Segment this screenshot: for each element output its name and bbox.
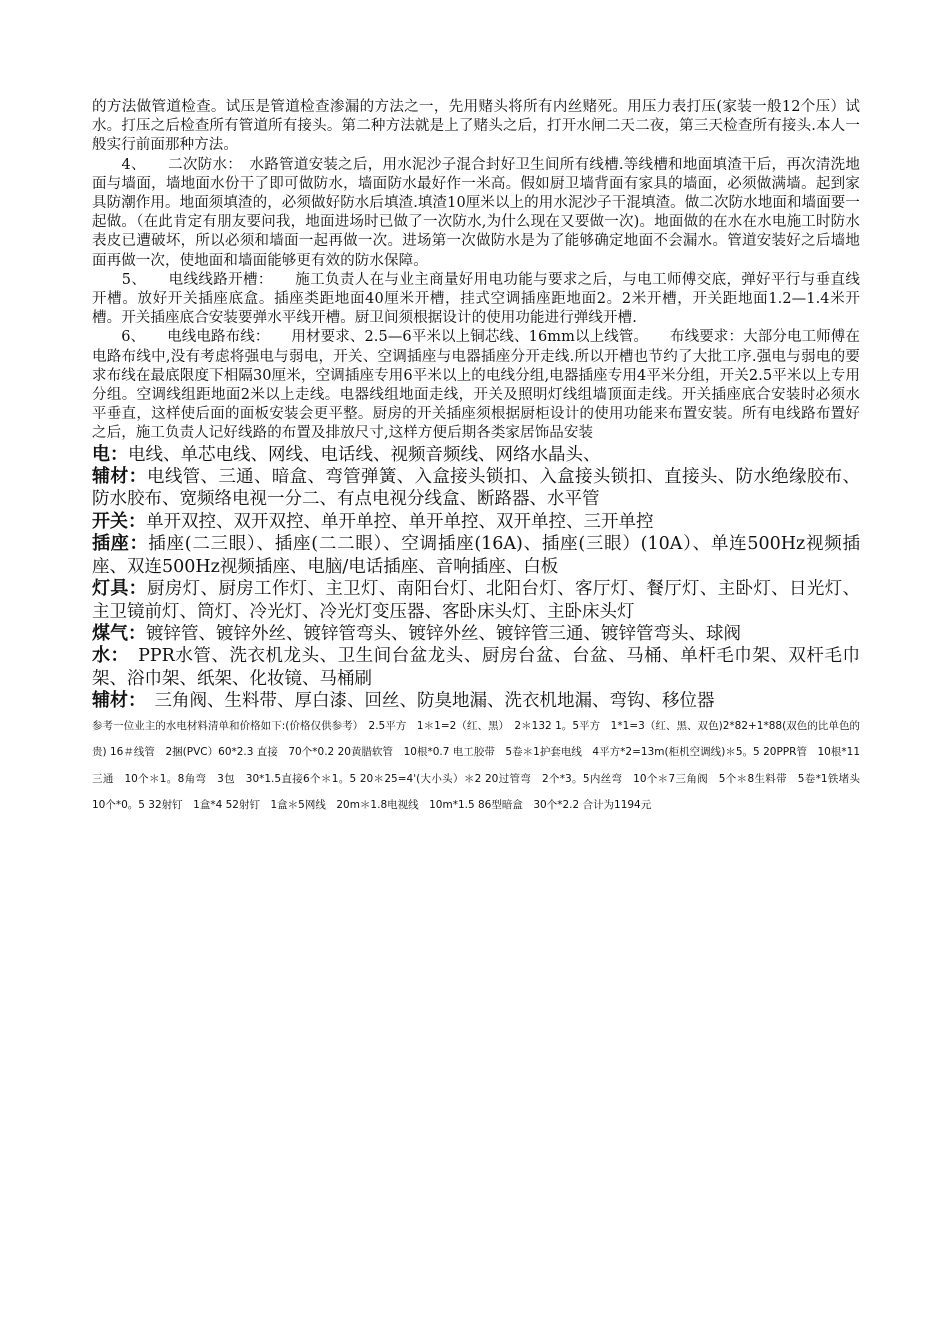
category-electric <box>92 444 860 466</box>
category-items: 电线、单芯电线、网线、电话线、视频音频线、网络水晶头、 <box>128 444 601 465</box>
category-label: 开关： <box>92 510 146 532</box>
category-items: PPR水管、洗衣机龙头、卫生间台盆龙头、厨房台盆、台盆、马桶、单杆毛巾架、双杆毛巾架、浴巾架、纸架、化妆镜、马桶刷 <box>92 646 860 689</box>
paragraph-waterproofing: 4、 二次防水： 水路管道安装之后，用水泥沙子混合封好卫生间所有线槽.等线槽和地面填渣干后，再次清洗地面与墙面，墙地面水份干了即可做防水，墙面防水最好作一米高。假如厨卫墙背面有家具的墙面，必须做满墙。起到家具防潮作用。地面须填渣的，必须做好防水后填渣.填渣10厘米以上的用水泥沙子干混填渣。做二次防水地面和墙面要一起做。（在此肯定有朋友要问我，地面进场时已做了一次防水,为什么现在又要做一次)。地面做的在水在水电施工时防水表皮已遭破坏，所以必须和墙面一起再做一次。进场第一次做防水是为了能够确定地面不会漏水。管道安装好之后墙地面再做一次，使地面和墙面能够更有效的防水保障。 <box>92 156 860 269</box>
category-auxiliary-electric <box>92 466 860 511</box>
category-switches <box>92 511 860 533</box>
category-auxiliary-water <box>92 690 860 712</box>
category-items: 厨房灯、厨房工作灯、主卫灯、南阳台灯、北阳台灯、客厅灯、餐厅灯、主卧灯、日光灯、主卫镜前灯、筒灯、冷光灯、冷光灯变压器、客卧床头灯、主卧床头灯 <box>92 579 860 622</box>
category-label: 灯具： <box>92 578 147 600</box>
category-lights <box>92 578 860 623</box>
paragraph-pipe-test: 的方法做管道检查。试压是管道检查渗漏的方法之一，先用赌头将所有内丝赌死。用压力表打压(家装一般12个压）试水。打压之后检查所有管道所有接头。第二种方法就是上了赌头之后，打开水闸二天二夜，第三天检查所有接头.本人一般实行前面那种方法。 <box>92 99 860 154</box>
category-label: 煤气： <box>92 622 146 644</box>
category-gas <box>92 623 860 645</box>
category-water <box>92 645 860 690</box>
category-items: 单开双控、双开双控、单开单控、单开单控、双开单控、三开单控 <box>146 511 654 532</box>
category-sockets <box>92 533 860 578</box>
price-list: 参考一位业主的水电材料清单和价格如下:(价格仅供参考） 2.5平方 1＊1=2（红、黑） 2＊132 1。5平方 1*1=3（红、黑、双色)2*82+1*88(双色的比单色的贵) 16＃线管 2捆(PVC）60*2.3 直接 70个*0.2 20黄腊软管 10根*0.7 电工胶带 5卷＊1护套电线 4平方*2=13m(柜机空调线)＊5。5 20PPR管 10根*11 三通 10个＊1。8角弯 3包 30*1.5直接6个＊1。5 20＊25=4'(大小头）＊2 20过管弯 2个*3。5内丝弯 10个＊7三角阀 5个＊8生料带 5卷*1铁堵头 10个*0。5 32射钉 1盒*4 52射钉 1盒＊5网线 20m＊1.8电视线 10m*1.5 86型暗盒 30个*2.2 合计为1194元 <box>92 719 871 812</box>
document-page <box>92 98 871 819</box>
category-items: 镀锌管、镀锌外丝、镀锌管弯头、镀锌外丝、镀锌管三通、镀锌管弯头、球阀 <box>146 623 741 644</box>
category-label: 辅材： <box>92 466 147 488</box>
category-items: 三角阀、生料带、厚白漆、回丝、防臭地漏、洗衣机地漏、弯钩、移位器 <box>137 691 715 712</box>
paragraph-wiring: 6、 电线电路布线： 用材要求、2.5—6平米以上铜芯线、16mm以上线管。 布线要求：大部分电工师傅在电路布线中,没有考虑将强电与弱电，开关、空调插座与电器插座分开走线.所以开槽也节约了大批工序.强电与弱电的要求布线在最底限度下相隔30厘米，空调插座专用6平米以上的电线分组,电器插座专用4平米分组，开关2.5平米以上专用分组。空调线组距地面2米以上走线。电器线组地面走线，开关及照明灯线组墙顶面走线。开关插座底合安装时必须水平垂直，这样使后面的面板安装会更平整。厨房的开关插座须根据厨柜设计的使用功能来布置安装。所有电线路布置好之后，施工负责人记好线路的布置及排放尺寸,这样方便后期各类家居饰品安装 <box>92 329 860 442</box>
category-label: 电： <box>92 443 128 465</box>
category-label: 辅材： <box>92 690 137 712</box>
paragraph-wire-slotting: 5、 电线线路开槽： 施工负责人在与业主商量好用电功能与要求之后，与电工师傅交底，弹好平行与垂直线开槽。放好开关插座底盒。插座类距地面40厘米开槽，挂式空调插座距地面2。2米开槽，开关距地面1.2—1.4米开槽。开关插座底合安装要弹水平线开槽。厨卫间须根据设计的使用功能进行弹线开槽. <box>92 271 860 327</box>
category-label: 水： <box>92 645 121 667</box>
category-items: 插座(二三眼）、插座(二二眼）、空调插座(16A)、插座(三眼）(10A）、单连500Hz视频插座、双连500Hz视频插座、电脑/电话插座、音响插座、白板 <box>92 534 860 577</box>
category-label: 插座： <box>92 533 149 555</box>
category-items: 电线管、三通、暗盒、弯管弹簧、入盒接头锁扣、入盒接头锁扣、直接头、防水绝缘胶布、防水胶布、宽频络电视一分二、有点电视分线盒、断路器、水平管 <box>92 467 860 510</box>
